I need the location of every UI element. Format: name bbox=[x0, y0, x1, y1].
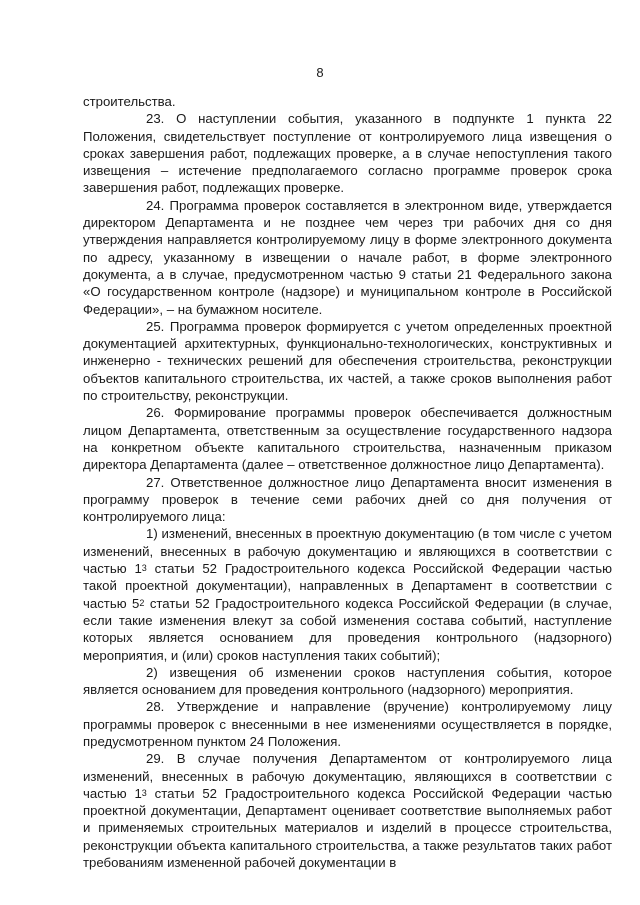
superscript: 2 bbox=[139, 597, 145, 608]
paragraph-25: 25. Программа проверок формируется с учетом определенных проектной документацией архитектурных, функционально-технологических, конструктивных и инженерно - технических решений для обеспечения строительства, реконструкции объектов капитального строительства, их частей, а также сроков выполнения работ по строительству, реконструкции. bbox=[83, 318, 612, 404]
page-number: 8 bbox=[316, 65, 324, 80]
paragraph-24: 24. Программа проверок составляется в электронном виде, утверждается директором Департамента и не позднее чем через три рабочих дня со дня утверждения направляется контролируемому лицу в форме электронного документа по адресу, указанному в извещении о начале работ, в форме электронного документа, а в случае, предусмотренном частью 9 статьи 21 Федерального закона «О государственном контроле (надзоре) и муниципальном контроле в Российской Федерации», – на бумажном носителе. bbox=[83, 197, 612, 317]
superscript: 3 bbox=[141, 563, 147, 574]
paragraph-27-item-1: 1) изменений, внесенных в проектную документацию (в том числе с учетом изменений, внесенных в рабочую документацию и являющихся в соответствии с частью $1^3$ статьи 52 Градостроительного кодекса Российской Федерации частью такой проектной документации), направленных в Департамент в соответствии с частью $5^2$ статьи 52 Градостроительного кодекса Российской Федерации (в случае, если такие изменения влекут за собой изменения состава событий, наступление которых является основанием для проведения контрольного (надзорного) мероприятия, и (или) сроков наступления таких событий); bbox=[83, 526, 612, 663]
paragraph-28: 28. Утверждение и направление (вручение) контролируемому лицу программы проверок с внесенными в нее изменениями осуществляется в порядке, предусмотренном пунктом 24 Положения. bbox=[83, 699, 612, 749]
paragraph-27: 27. Ответственное должностное лицо Департамента вносит изменения в программу проверок в течение семи рабочих дней со дня получения от контролируемого лица: bbox=[83, 474, 612, 525]
document-body bbox=[83, 93, 612, 871]
paragraph-23: 23. О наступлении события, указанного в подпункте 1 пункта 22 Положения, свидетельствует поступление от контролируемого лица извещения о сроках завершения работ, подлежащих проверке, а в случае непоступления такого извещения – истечение предполагаемого согласно программе проверок срока завершения работ, подлежащих проверке. bbox=[83, 111, 612, 196]
paragraph-26: 26. Формирование программы проверок обеспечивается должностным лицом Департамента, ответственным за осуществление государственного надзора на конкретном объекте капитального строительства, назначенным приказом директора Департамента (далее – ответственное должностное лицо Департамента). bbox=[83, 405, 612, 473]
paragraph-29: 29. В случае получения Департаментом от контролируемого лица изменений, внесенных в рабочую документацию, являющихся в соответствии с частью $1^3$ статьи 52 Градостроительного кодекса Российской Федерации частью проектной документации, Департамент оценивает соответствие выполняемых работ и применяемых строительных материалов и изделий в процессе строительства, реконструкции объекта капитального строительства, а также результатов таких работ требованиям измененной рабочей документации в bbox=[83, 751, 612, 871]
paragraph-27-item-2: 2) извещения об изменении сроков наступления события, которое является основанием для проведения контрольного (надзорного) мероприятия. bbox=[83, 664, 612, 698]
superscript: 3 bbox=[141, 787, 147, 798]
paragraph-continuation: строительства. bbox=[83, 94, 176, 109]
